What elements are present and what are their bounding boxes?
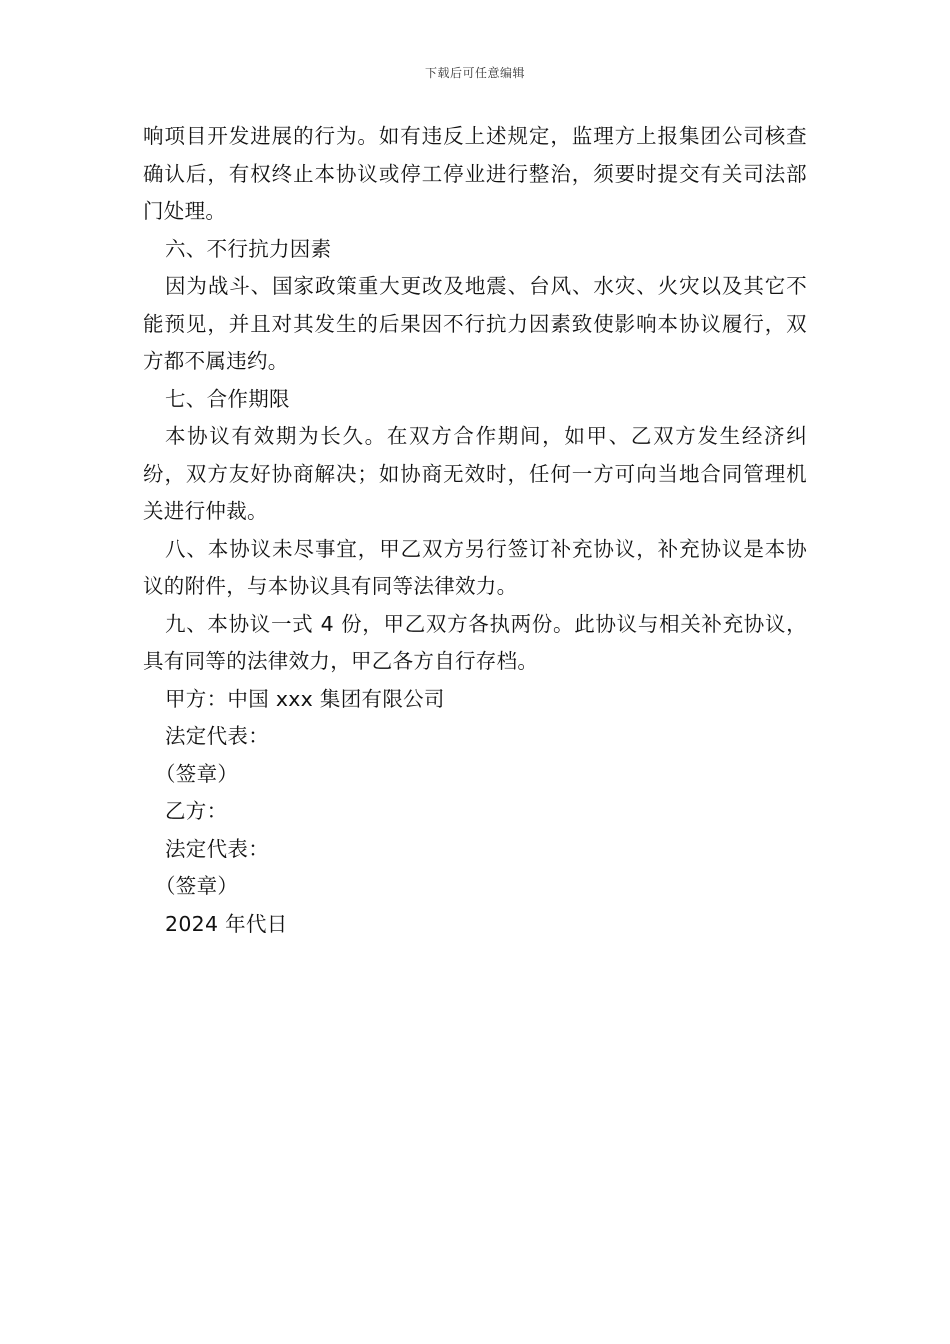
document-body (143, 118, 807, 943)
paragraph-cooperation-term: 本协议有效期为长久。在双方合作期间，如甲、乙双方发生经济纠纷，双方友好协商解决；如协商无效时，任何一方可向当地合同管理机关进行仲裁。 (143, 424, 807, 523)
party-b-line: 乙方： (165, 799, 228, 823)
paragraph-copies: 九、本协议一式 4 份，甲乙双方各执两份。此协议与相关补充协议，具有同等的法律效力，甲乙各方自行存档。 (143, 611, 807, 673)
paragraph-force-majeure: 因为战斗、国家政策重大更改及地震、台风、水灾、火灾以及其它不能预见，并且对其发生的后果因不行抗力因素致使影响本协议履行，双方都不属违约。 (143, 274, 807, 373)
party-b-stamp: （签章） (155, 874, 239, 898)
section-heading-force-majeure: 六、不行抗力因素 (165, 236, 332, 261)
party-a-stamp: （签章） (155, 761, 239, 786)
page-header: 下载后可任意编辑 (424, 66, 525, 80)
paragraph-violation-continuation: 响项目开发进展的行为。如有违反上述规定，监理方上报集团公司核查确认后，有权终止本协议或停工停业进行整治，须要时提交有关司法部门处理。 (143, 124, 807, 223)
party-b-representative: 法定代表： (165, 836, 269, 861)
paragraph-supplementary-agreement: 八、本协议未尽事宜，甲乙双方另行签订补充协议，补充协议是本协议的附件，与本协议具有同等法律效力。 (143, 536, 807, 598)
party-a-representative: 法定代表： (165, 724, 269, 748)
party-a-line: 甲方：中国 xxx 集团有限公司 (165, 686, 445, 711)
section-heading-cooperation-term: 七、合作期限 (165, 386, 290, 411)
signing-date: 2024 年代日 (165, 911, 288, 936)
